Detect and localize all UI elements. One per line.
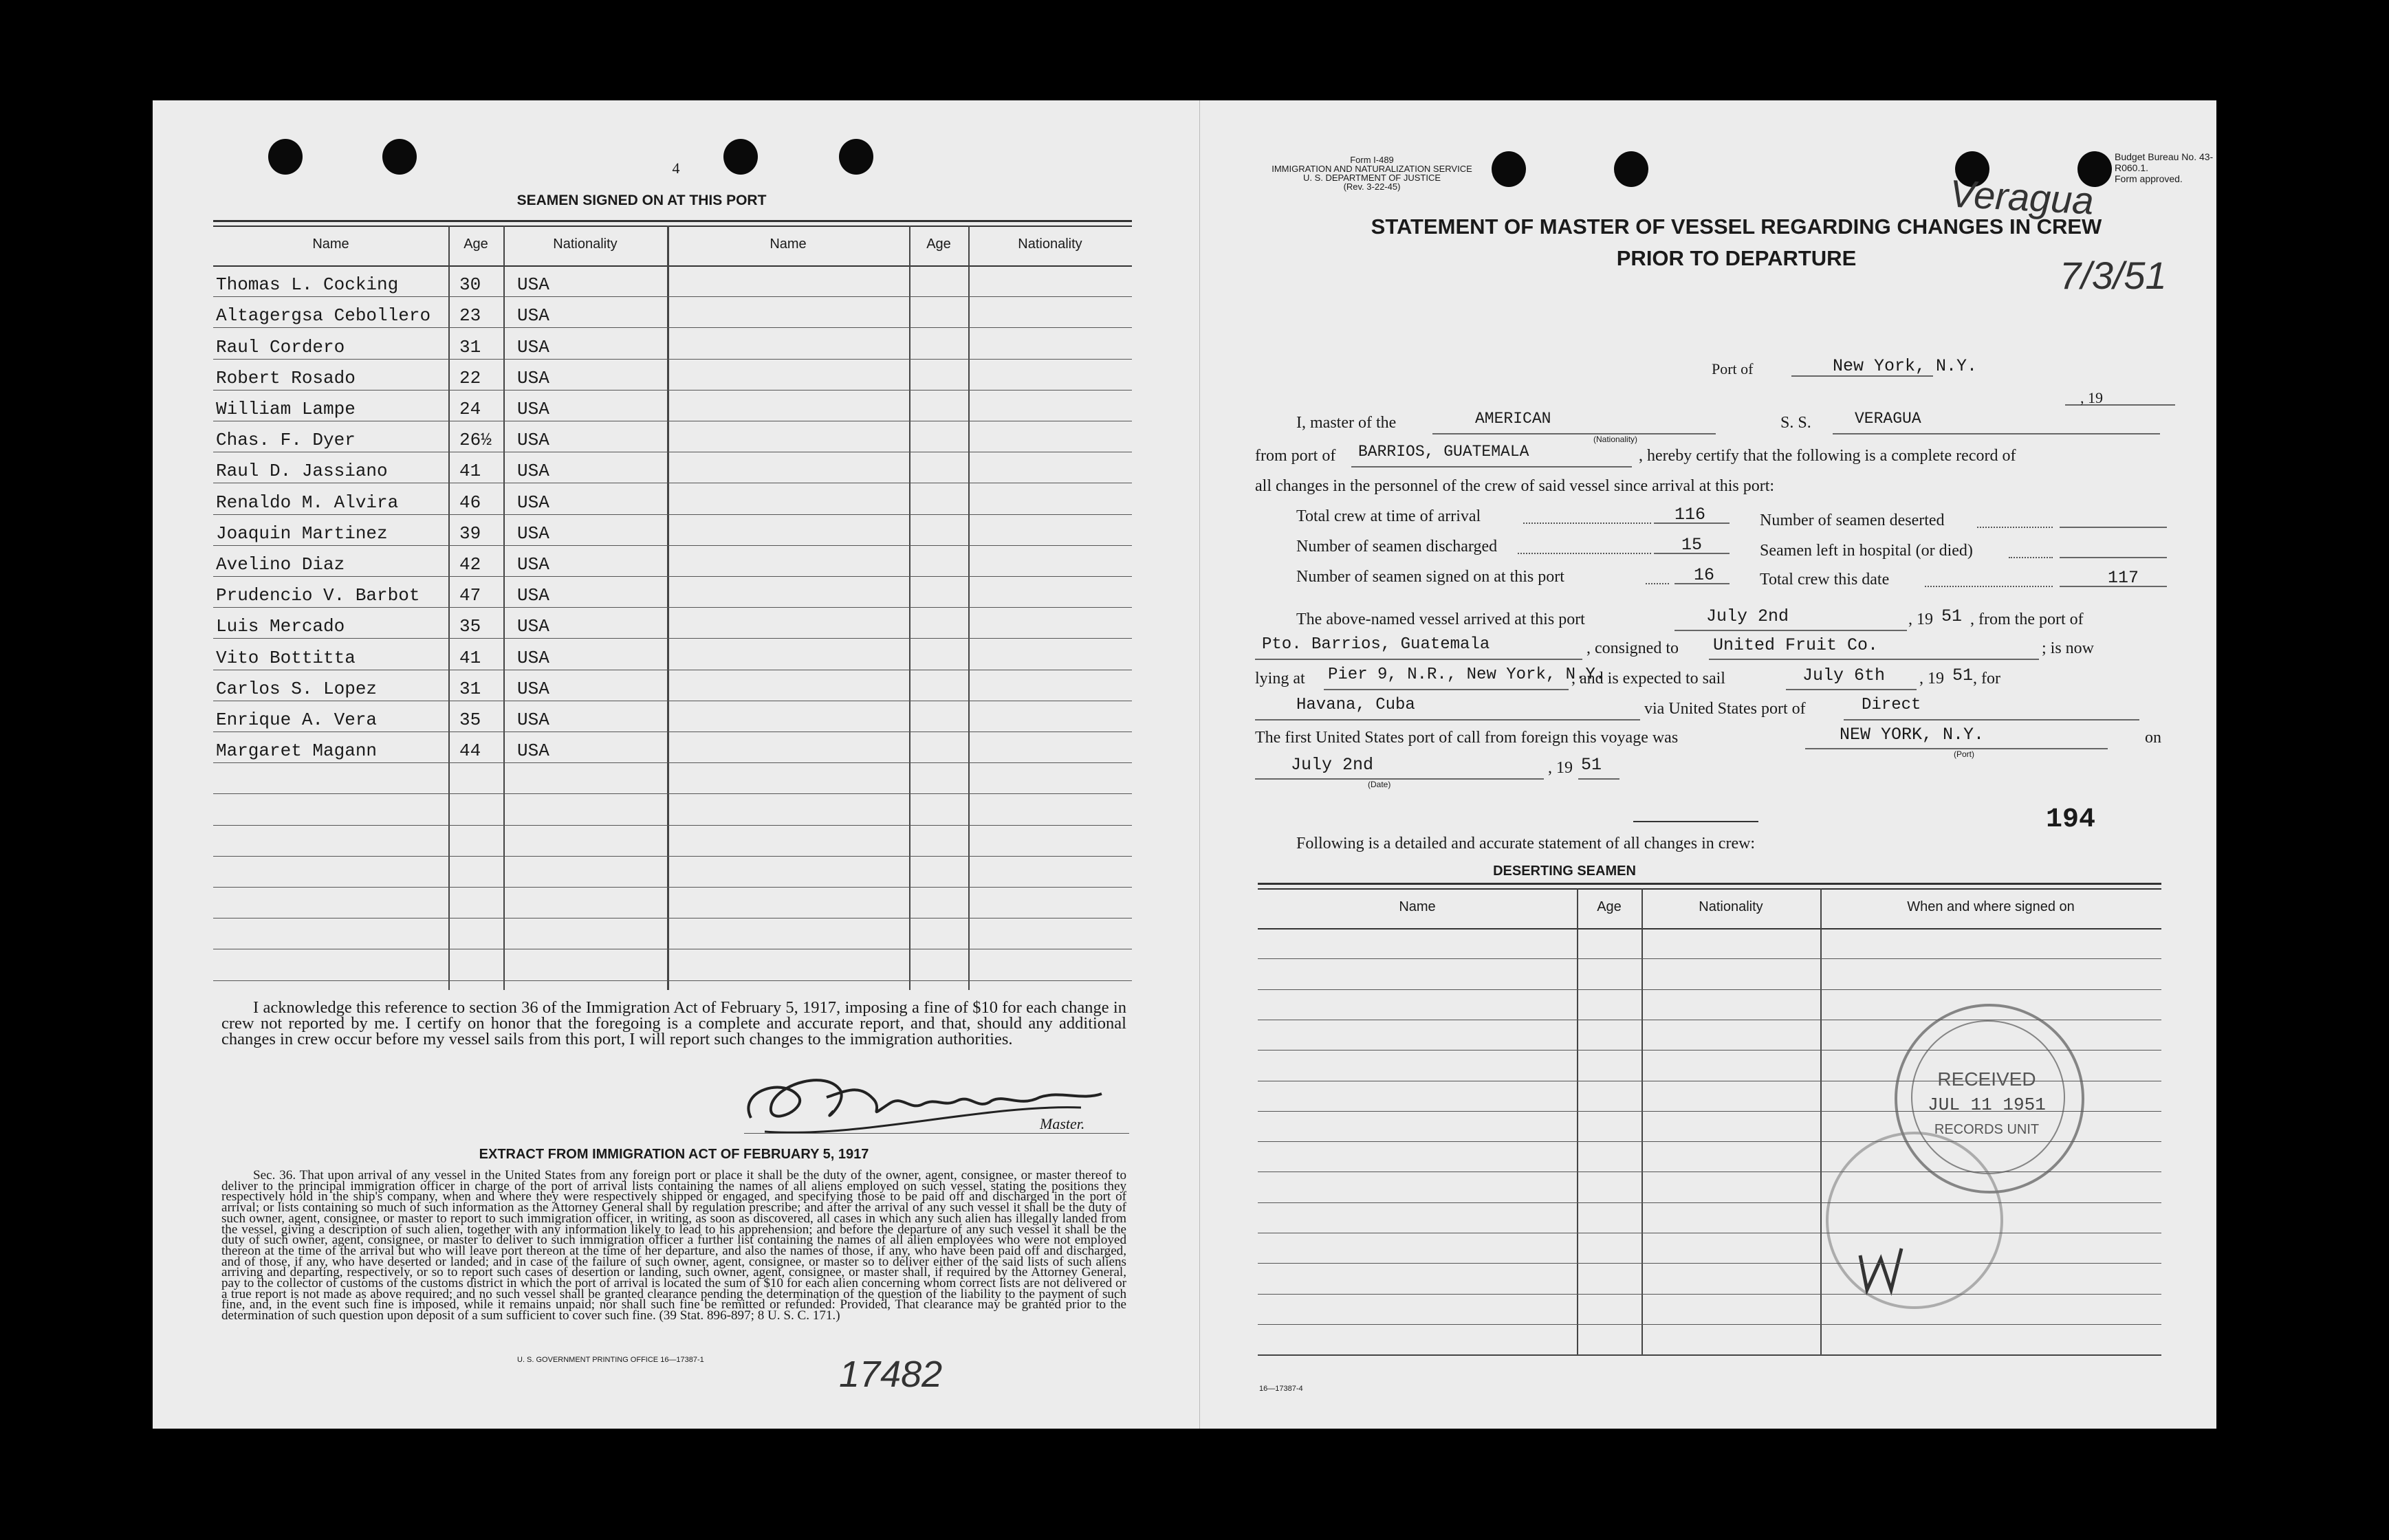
crew-age: 41 <box>459 461 481 481</box>
row-rule <box>213 296 1132 297</box>
is-now-label: ; is now <box>2042 639 2095 657</box>
port-of-label: Port of <box>1712 360 1754 377</box>
from-port-value: BARRIOS, GUATEMALA <box>1358 443 1529 461</box>
right-page <box>1199 100 2216 1429</box>
row-rule <box>213 825 1132 826</box>
crew-nationality: USA <box>517 430 549 450</box>
arrived-date: July 2nd <box>1706 606 1789 626</box>
total-crew-date-value: 117 <box>2108 568 2139 588</box>
crew-nationality: USA <box>517 585 549 606</box>
column-header: Nationality <box>1018 236 1082 252</box>
crew-nationality: USA <box>517 337 549 358</box>
on-label: on <box>2145 729 2161 747</box>
crew-nationality: USA <box>517 305 549 326</box>
crew-age: 23 <box>459 305 481 326</box>
lying-at-label: lying at <box>1255 670 1305 688</box>
nationality-caption: (Nationality) <box>1593 434 1638 444</box>
handwritten-date: 7/3/51 <box>2060 254 2167 297</box>
row-rule <box>1258 1324 2161 1325</box>
row-rule <box>213 327 1132 328</box>
crew-name: Robert Rosado <box>216 368 356 388</box>
crew-name: William Lampe <box>216 399 356 419</box>
row-rule <box>1258 989 2161 990</box>
from-port-of-label: , from the port of <box>1970 610 2084 628</box>
row-rule <box>213 607 1132 608</box>
crew-age: 35 <box>459 710 481 730</box>
row-rule <box>213 856 1132 857</box>
arrived-year: 51 <box>1941 606 1963 626</box>
via-label: via United States port of <box>1644 700 1806 718</box>
extract-text: Sec. 36. That upon arrival of any vessel in the United States from any foreign port or place it shall be the duty of the owner, agent, consignee, or master thereof to deliver to the principal immigration officer in charge of the port of arrival lists containing the names of all aliens employed on such vessel, stating the positions they respectively hold in the ship's company, when and where they were respectively shipped or engaged, and specifying those to be paid off and discharged in the port of arrival; or lists containing so much of such information as the Attorney General shall by regulation prescribe; and after the arrival of any such vessel it shall be the duty of such owner, agent, consignee, or master to report to such immigration officer, in writing, as soon as discovered, all cases in which any such alien has illegally landed from the vessel, giving a description of such alien, together with any information likely to lead to his apprehension; and before the departure of any such vessel it shall be the duty of such owner, agent, consignee, or master to deliver to such immigration officer a further list containing the names of all alien employees who were not employed thereon at the time of the arrival but who will leave port thereon at the time of her departure, and also the names of those, if any, who have been paid off and discharged, and of those, if any, who have deserted or landed; and in case of the failure of such owner, agent, consignee, or master so to deliver either of the said lists of such aliens arriving and departing, respectively, or so to report such cases of desertion or landing, such owner, agent, consignee, or master shall, if required by the Attorney General, pay to the collector of customs of the customs district in which the port of arrival is located the sum of $10 for each alien concerning whom correct lists are not delivered or a true report is not made as above required; and no such vessel shall be granted clearance pending the determination of the question of the liability to the payment of such fine, and, in the event such fine is imposed, while it remains unpaid; nor shall such fine be remitted or refunded: Provided, That clearance may be granted prior to the determination of such question upon deposit of a sum sufficient to cover such fine. (39 Stat. 896-897; 8 U. S. C. 171.) <box>221 1168 1126 1323</box>
row-rule <box>213 793 1132 794</box>
crew-age: 35 <box>459 616 481 637</box>
handwritten-number: 17482 <box>839 1354 943 1395</box>
total-crew-arrival-label: Total crew at time of arrival <box>1296 507 1481 525</box>
crew-age: 31 <box>459 337 481 358</box>
first-port-label: The first United States port of call from foreign this voyage was <box>1255 729 1679 747</box>
ss-label: S. S. <box>1780 414 1811 432</box>
stamped-number: 194 <box>2046 804 2096 835</box>
row-rule <box>213 576 1132 577</box>
column-header: Name <box>770 236 807 252</box>
arrived-label: The above-named vessel arrived at this port <box>1296 610 1585 628</box>
crew-nationality: USA <box>517 523 549 544</box>
via-port-value: Direct <box>1862 696 1921 714</box>
crew-nationality: USA <box>517 461 549 481</box>
crew-name: Raul Cordero <box>216 337 345 358</box>
crew-age: 47 <box>459 585 481 606</box>
year-prefix: , 19 <box>1548 759 1573 777</box>
crew-age: 39 <box>459 523 481 544</box>
punch-hole <box>1614 151 1648 187</box>
for-label: , for <box>1973 670 2000 688</box>
master-of-label: I, master of the <box>1296 414 1397 432</box>
page-number: 4 <box>672 160 680 177</box>
budget-bureau: Budget Bureau No. 43-R060.1. Form approved. <box>2115 151 2214 184</box>
row-rule <box>1258 958 2161 959</box>
consignee-value: United Fruit Co. <box>1713 635 1879 655</box>
crew-nationality: USA <box>517 648 549 668</box>
crew-age: 41 <box>459 648 481 668</box>
column-header: When and where signed on <box>1907 899 2075 914</box>
stamp-unit-text: RECORDS UNIT <box>1934 1122 2040 1137</box>
crew-name: Altagergsa Cebollero <box>216 305 431 326</box>
acknowledgement-text: I acknowledge this reference to section 36 of the Immigration Act of February 5, 1917, imposing a fine of $10 for each change in crew not reported by me. I certify on honor that the foregoing is a complete and accurate report, and that, should any additional changes in crew occur before my vessel sails from this port, I will report such changes to the immigration authorities. <box>221 998 1126 1048</box>
form-header: Form I-489 IMMIGRATION AND NATURALIZATION SERVICE U. S. DEPARTMENT OF JUSTICE (Rev. 3-22-45) <box>1272 155 1472 192</box>
form-subtitle: PRIOR TO DEPARTURE <box>1616 246 1857 270</box>
crew-name: Carlos S. Lopez <box>216 679 378 699</box>
crew-name: Raul D. Jassiano <box>216 461 388 481</box>
destination-value: Havana, Cuba <box>1296 696 1415 714</box>
vessel-nationality: AMERICAN <box>1475 410 1551 428</box>
crew-name: Thomas L. Cocking <box>216 274 399 295</box>
total-crew-arrival-value: 116 <box>1675 505 1706 525</box>
crew-name: Margaret Magann <box>216 740 378 761</box>
crew-age: 22 <box>459 368 481 388</box>
seamen-signed-on-label: Number of seamen signed on at this port <box>1296 568 1564 586</box>
crew-nationality: USA <box>517 616 549 637</box>
seamen-discharged-label: Number of seamen discharged <box>1296 538 1498 556</box>
port-caption: (Port) <box>1954 749 1974 759</box>
crew-age: 46 <box>459 492 481 513</box>
crew-name: Avelino Diaz <box>216 554 345 575</box>
form-title: STATEMENT OF MASTER OF VESSEL REGARDING CHANGES IN CREW <box>1371 214 2102 239</box>
seamen-discharged-value: 15 <box>1681 535 1703 555</box>
printing-code: 16—17387-4 <box>1259 1385 1303 1393</box>
row-rule <box>213 514 1132 515</box>
column-header: Nationality <box>553 236 618 252</box>
crew-age: 24 <box>459 399 481 419</box>
row-rule <box>1258 1294 2161 1295</box>
consigned-label: , consigned to <box>1586 639 1679 657</box>
crew-name: Prudencio V. Barbot <box>216 585 420 606</box>
crew-name: Joaquin Martinez <box>216 523 388 544</box>
crew-nationality: USA <box>517 399 549 419</box>
seamen-signed-on-value: 16 <box>1694 565 1715 585</box>
crew-age: 44 <box>459 740 481 761</box>
lying-at-value: Pier 9, N.R., New York, N.Y. <box>1328 666 1606 684</box>
row-rule <box>213 359 1132 360</box>
column-header: Age <box>1597 899 1622 914</box>
certify-text: , hereby certify that the following is a complete record of <box>1639 447 2016 465</box>
crew-nationality: USA <box>517 710 549 730</box>
left-page <box>153 100 1199 1429</box>
crew-name: Chas. F. Dyer <box>216 430 356 450</box>
row-rule <box>1258 1354 2161 1355</box>
first-port-year: 51 <box>1581 755 1602 775</box>
printing-office: U. S. GOVERNMENT PRINTING OFFICE 16—17387-1 <box>517 1356 704 1364</box>
crew-name: Vito Bottitta <box>216 648 356 668</box>
crew-age: 26½ <box>459 430 492 450</box>
stamp-received-text: RECEIVED <box>1937 1068 2036 1090</box>
section-title: SEAMEN SIGNED ON AT THIS PORT <box>516 192 767 208</box>
row-rule <box>1258 1111 2161 1112</box>
crew-age: 42 <box>459 554 481 575</box>
date-year-label: , 19 <box>2080 389 2103 406</box>
arrived-from-port: Pto. Barrios, Guatemala <box>1262 635 1490 654</box>
crew-age: 30 <box>459 274 481 295</box>
crew-nationality: USA <box>517 679 549 699</box>
certify-text-continued: all changes in the personnel of the crew of said vessel since arrival at this port: <box>1255 477 1775 495</box>
sail-label: , and is expected to sail <box>1571 670 1725 688</box>
seamen-hospital-label: Seamen left in hospital (or died) <box>1760 542 1973 560</box>
crew-name: Luis Mercado <box>216 616 345 637</box>
year-prefix: , 19 <box>1908 610 1933 628</box>
crew-age: 31 <box>459 679 481 699</box>
year-prefix: , 19 <box>1919 670 1944 688</box>
crew-nationality: USA <box>517 368 549 388</box>
row-rule <box>213 980 1132 981</box>
seamen-deserted-label: Number of seamen deserted <box>1760 512 1945 529</box>
column-header: Name <box>1399 899 1436 914</box>
column-header: Nationality <box>1699 899 1763 914</box>
extract-title: EXTRACT FROM IMMIGRATION ACT OF FEBRUARY 5, 1917 <box>479 1147 869 1162</box>
following-text: Following is a detailed and accurate statement of all changes in crew: <box>1296 835 1756 852</box>
first-port-date: July 2nd <box>1291 755 1374 775</box>
crew-name: Enrique A. Vera <box>216 710 378 730</box>
first-port-value: NEW YORK, N.Y. <box>1840 725 1985 745</box>
row-rule <box>1258 1202 2161 1203</box>
total-crew-date-label: Total crew this date <box>1760 571 1890 588</box>
crew-nationality: USA <box>517 554 549 575</box>
column-header: Name <box>312 236 349 252</box>
crew-name: Renaldo M. Alvira <box>216 492 399 513</box>
vessel-name: VERAGUA <box>1855 410 1921 428</box>
port-of-value: New York, N.Y. <box>1833 356 1978 376</box>
handwritten-vessel-name: Veragua <box>1948 171 2095 223</box>
row-rule <box>213 887 1132 888</box>
crew-nationality: USA <box>517 740 549 761</box>
row-rule <box>1258 1141 2161 1142</box>
sail-date: July 6th <box>1802 666 1886 685</box>
column-header: Age <box>926 236 951 252</box>
row-rule <box>1258 1263 2161 1264</box>
signature-label: Master. <box>1040 1115 1085 1132</box>
row-rule <box>213 762 1132 763</box>
stamp-date-text: JUL 11 1951 <box>1928 1094 2046 1115</box>
row-rule <box>213 545 1132 546</box>
crew-nationality: USA <box>517 492 549 513</box>
row-rule <box>213 638 1132 639</box>
deserting-title: DESERTING SEAMEN <box>1493 864 1636 879</box>
from-port-label: from port of <box>1255 447 1336 465</box>
date-caption: (Date) <box>1368 780 1391 789</box>
crew-nationality: USA <box>517 274 549 295</box>
sail-year: 51 <box>1952 666 1974 685</box>
column-header: Age <box>463 236 488 252</box>
punch-hole <box>1492 151 1526 187</box>
initials-mark <box>1853 1242 1936 1297</box>
